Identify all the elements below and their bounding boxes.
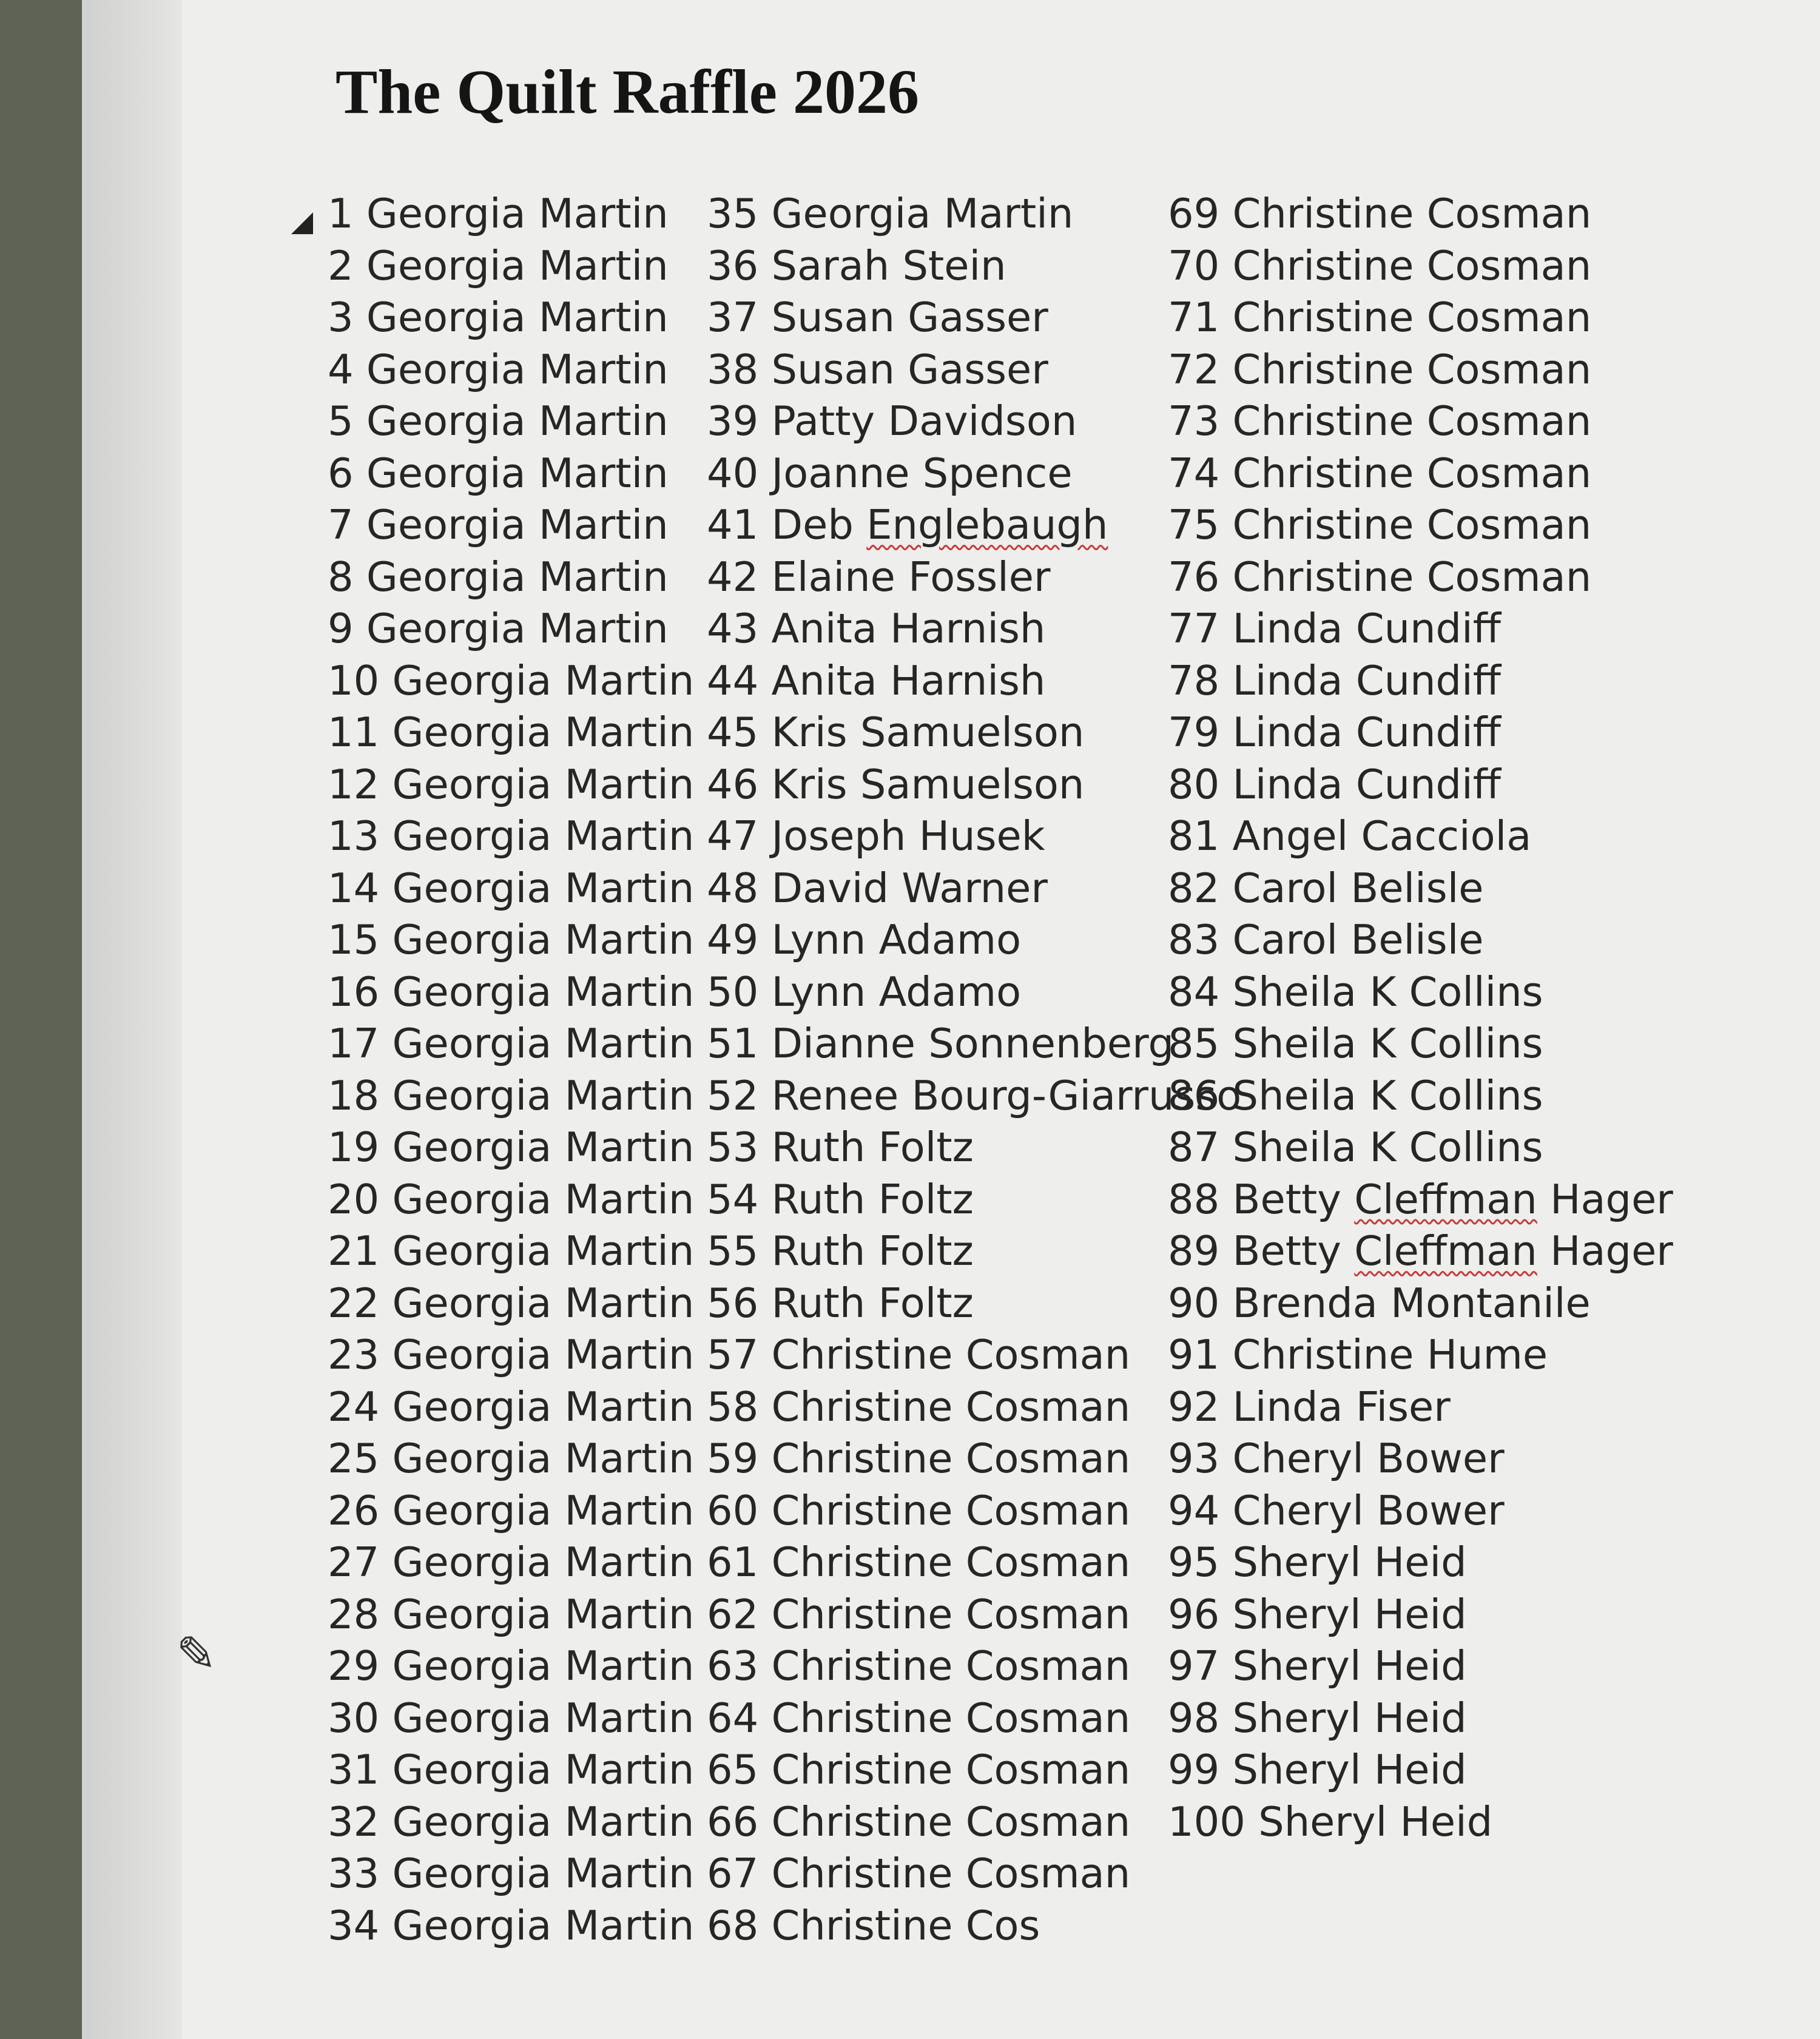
ticket-entry: 19 Georgia Martin: [328, 1124, 695, 1171]
ticket-entry: 4 Georgia Martin: [328, 345, 669, 393]
ticket-entry: 57 Christine Cosman: [707, 1331, 1131, 1378]
ticket-entry: 45 Kris Samuelson: [707, 709, 1085, 756]
ticket-entry: 10 Georgia Martin: [328, 656, 695, 704]
spellcheck-flagged-word[interactable]: Cleffman: [1354, 1227, 1537, 1275]
ticket-entry: 96 Sheryl Heid: [1168, 1590, 1467, 1638]
ticket-entry: 67 Christine Cosman: [707, 1850, 1131, 1897]
ticket-entry: 46 Kris Samuelson: [707, 760, 1085, 808]
ticket-entry: 65 Christine Cosman: [707, 1746, 1131, 1793]
ticket-entry: 38 Susan Gasser: [707, 345, 1048, 393]
ticket-entry: 62 Christine Cosman: [707, 1590, 1131, 1638]
ticket-entry: 40 Joanne Spence: [707, 449, 1073, 497]
ticket-entry: 74 Christine Cosman: [1168, 449, 1592, 497]
ticket-column-3: [1168, 188, 1673, 1848]
ticket-entry: 78 Linda Cundiff: [1168, 656, 1501, 704]
ticket-entry: 77 Linda Cundiff: [1168, 605, 1501, 652]
ticket-entry: 87 Sheila K Collins: [1168, 1124, 1543, 1171]
ticket-entry: 81 Angel Cacciola: [1168, 812, 1532, 860]
ticket-entry: 35 Georgia Martin: [707, 190, 1074, 237]
ticket-entry: 15 Georgia Martin: [328, 916, 695, 963]
ticket-entry: 20 Georgia Martin: [328, 1175, 695, 1223]
ticket-entry: 72 Christine Cosman: [1168, 345, 1592, 393]
ticket-entry: 55 Ruth Foltz: [707, 1227, 974, 1275]
ticket-entry: 32 Georgia Martin: [328, 1798, 695, 1845]
ticket-entry: 99 Sheryl Heid: [1168, 1746, 1467, 1793]
spellcheck-flagged-word[interactable]: Englebaugh: [866, 501, 1108, 548]
ticket-entry: 44 Anita Harnish: [707, 656, 1046, 704]
ticket-entry: 90 Brenda Montanile: [1168, 1279, 1591, 1327]
ticket-entry: 21 Georgia Martin: [328, 1227, 695, 1275]
ticket-entry: 52 Renee Bourg-Giarrusso: [707, 1071, 1242, 1119]
ticket-entry: 76 Christine Cosman: [1168, 553, 1592, 601]
ticket-entry: 29 Georgia Martin: [328, 1642, 695, 1690]
ticket-entry: 63 Christine Cosman: [707, 1642, 1131, 1690]
ticket-column-1: [328, 188, 694, 1952]
row-handle-icon[interactable]: [291, 212, 313, 234]
ticket-column-2: [707, 188, 1241, 1952]
ticket-entry: 5 Georgia Martin: [328, 397, 669, 445]
ticket-entry: 80 Linda Cundiff: [1168, 760, 1501, 808]
ticket-entry: 31 Georgia Martin: [328, 1746, 695, 1793]
ticket-entry: 54 Ruth Foltz: [707, 1175, 974, 1223]
ticket-entry: 33 Georgia Martin: [328, 1850, 695, 1897]
ticket-entry: 56 Ruth Foltz: [707, 1279, 974, 1327]
ticket-entry: 22 Georgia Martin: [328, 1279, 695, 1327]
ticket-entry: 42 Elaine Fossler: [707, 553, 1051, 601]
ticket-entry: 66 Christine Cosman: [707, 1798, 1131, 1845]
document-title: The Quilt Raffle 2026: [335, 57, 919, 127]
ticket-entry: 26 Georgia Martin: [328, 1486, 695, 1534]
ticket-entry: 34 Georgia Martin: [328, 1901, 695, 1949]
ticket-entry: 75 Christine Cosman: [1168, 501, 1592, 548]
ticket-entry: 89 Betty Cleffman Hager: [1168, 1227, 1673, 1275]
ticket-entry: 98 Sheryl Heid: [1168, 1694, 1467, 1742]
ticket-entry: 43 Anita Harnish: [707, 605, 1046, 652]
ticket-entry: 11 Georgia Martin: [328, 709, 695, 756]
ticket-entry: 39 Patty Davidson: [707, 397, 1077, 445]
ticket-entry: 82 Carol Belisle: [1168, 864, 1484, 912]
ticket-entry: 49 Lynn Adamo: [707, 916, 1022, 963]
ticket-entry: 97 Sheryl Heid: [1168, 1642, 1467, 1690]
ticket-entry: 47 Joseph Husek: [707, 812, 1045, 860]
ticket-entry: 7 Georgia Martin: [328, 501, 669, 548]
ticket-entry: 16 Georgia Martin: [328, 968, 695, 1016]
ticket-entry: 36 Sarah Stein: [707, 241, 1006, 289]
ticket-entry: 85 Sheila K Collins: [1168, 1020, 1543, 1067]
ticket-entry: 100 Sheryl Heid: [1168, 1798, 1493, 1845]
ticket-entry: 50 Lynn Adamo: [707, 968, 1022, 1016]
ticket-entry: 70 Christine Cosman: [1168, 241, 1592, 289]
ticket-entry: 2 Georgia Martin: [328, 241, 669, 289]
ticket-entry: 51 Dianne Sonnenberg: [707, 1020, 1175, 1067]
ticket-entry: 24 Georgia Martin: [328, 1383, 695, 1431]
ticket-entry: 48 David Warner: [707, 864, 1048, 912]
ticket-entry: 69 Christine Cosman: [1168, 190, 1592, 237]
ticket-entry: 13 Georgia Martin: [328, 812, 695, 860]
ticket-entry: 64 Christine Cosman: [707, 1694, 1131, 1742]
ticket-entry: 73 Christine Cosman: [1168, 397, 1592, 445]
ticket-entry: 6 Georgia Martin: [328, 449, 669, 497]
ticket-entry: 71 Christine Cosman: [1168, 294, 1592, 341]
ticket-entry: 12 Georgia Martin: [328, 760, 695, 808]
ticket-entry: 25 Georgia Martin: [328, 1435, 695, 1482]
ticket-entry: 28 Georgia Martin: [328, 1590, 695, 1638]
ticket-entry: 9 Georgia Martin: [328, 605, 669, 652]
ticket-entry: 17 Georgia Martin: [328, 1020, 695, 1067]
ticket-entry: 94 Cheryl Bower: [1168, 1486, 1505, 1534]
ticket-entry: 79 Linda Cundiff: [1168, 709, 1501, 756]
ticket-entry: 61 Christine Cosman: [707, 1539, 1131, 1586]
ticket-entry: 41 Deb Englebaugh: [707, 501, 1108, 548]
ticket-entry: 60 Christine Cosman: [707, 1486, 1131, 1534]
ticket-entry: 68 Christine Cos: [707, 1901, 1040, 1949]
ticket-entry: 53 Ruth Foltz: [707, 1124, 974, 1171]
ticket-entry: 86 Sheila K Collins: [1168, 1071, 1543, 1119]
ticket-entry: 18 Georgia Martin: [328, 1071, 695, 1119]
ticket-entry: 23 Georgia Martin: [328, 1331, 695, 1378]
ticket-entry: 37 Susan Gasser: [707, 294, 1048, 341]
ticket-entry: 91 Christine Hume: [1168, 1331, 1548, 1378]
ticket-entry: 14 Georgia Martin: [328, 864, 695, 912]
ticket-entry: 93 Cheryl Bower: [1168, 1435, 1505, 1482]
ticket-entry: 58 Christine Cosman: [707, 1383, 1131, 1431]
ticket-entry: 88 Betty Cleffman Hager: [1168, 1175, 1673, 1223]
ticket-entry: 95 Sheryl Heid: [1168, 1539, 1467, 1586]
pen-cursor-icon: ✎: [176, 1626, 217, 1682]
ticket-entry: 8 Georgia Martin: [328, 553, 669, 601]
ticket-entry: 92 Linda Fiser: [1168, 1383, 1451, 1431]
ticket-entry: 30 Georgia Martin: [328, 1694, 695, 1742]
ticket-entry: 3 Georgia Martin: [328, 294, 669, 341]
ticket-entry: 59 Christine Cosman: [707, 1435, 1131, 1482]
ticket-entry: 83 Carol Belisle: [1168, 916, 1484, 963]
spellcheck-flagged-word[interactable]: Cleffman: [1354, 1175, 1537, 1223]
ticket-entry: 27 Georgia Martin: [328, 1539, 695, 1586]
ticket-entry: 84 Sheila K Collins: [1168, 968, 1543, 1016]
ticket-entry: 1 Georgia Martin: [328, 190, 669, 237]
